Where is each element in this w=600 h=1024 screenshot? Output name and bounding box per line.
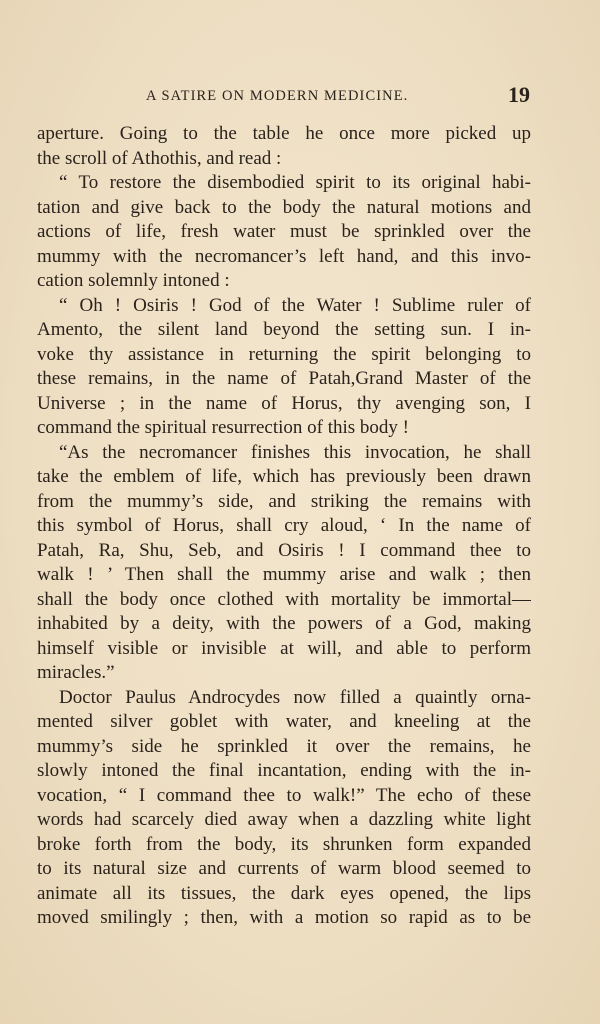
text-line: miracles.” [37, 662, 115, 683]
text-line: “ To restore the disembodied spirit to its original habi- [59, 172, 531, 193]
text-line: broke forth from the body, its shrunken form expanded [37, 833, 531, 855]
text-line: actions of life, fresh water must be sprinkled over the [37, 221, 531, 242]
text-line: shall the body once clothed with mortality be immortal— [37, 588, 531, 610]
text-line: cation solemnly intoned : [37, 270, 230, 291]
text-line: aperture. Going to the table he once more picked up [37, 123, 531, 144]
text-line: moved smilingly ; then, with a motion so rapid as to be [37, 907, 531, 928]
text-line: the scroll of Athothis, and read : [37, 147, 282, 169]
text-line: mented silver goblet with water, and kneeling at the [37, 711, 531, 732]
text-line: tation and give back to the body the natural motions and [37, 196, 531, 218]
text-line: from the mummy’s side, and striking the remains with [37, 490, 531, 512]
text-line: take the emblem of life, which has previously been drawn [37, 466, 531, 487]
text-line: mummy with the necromancer’s left hand, and this invo- [37, 245, 531, 267]
text-line: mummy’s side he sprinkled it over the remains, he [37, 735, 531, 757]
text-line: Patah, Ra, Shu, Seb, and Osiris ! I command thee to [37, 539, 531, 561]
page-number: 19 [508, 82, 530, 107]
text-line: vocation, “ I command thee to walk!” The echo of these [37, 784, 531, 806]
text-line: “ Oh ! Osiris ! God of the Water ! Sublime ruler of [59, 294, 531, 316]
text-line: animate all its tissues, the dark eyes opened, the lips [37, 882, 531, 904]
text-line: walk ! ’ Then shall the mummy arise and walk ; then [37, 564, 531, 585]
running-title: A SATIRE ON MODERN MEDICINE. [146, 88, 409, 104]
text-line: himself visible or invisible at will, and able to perform [37, 637, 531, 659]
text-line: slowly intoned the final incantation, ending with the in- [37, 760, 531, 781]
body-text [37, 122, 531, 931]
text-line: “As the necromancer finishes this invocation, he shall [59, 441, 531, 463]
text-line: Amento, the silent land beyond the setting sun. I in- [37, 319, 531, 340]
text-line: these remains, in the name of Patah,Grand Master of the [37, 368, 531, 389]
text-line: words had scarcely died away when a dazzling white light [37, 809, 531, 830]
text-line: this symbol of Horus, shall cry aloud, ‘ In the name of [37, 515, 531, 536]
text-line: command the spiritual resurrection of this body ! [37, 417, 409, 438]
text-line: to its natural size and currents of warm blood seemed to [37, 858, 531, 879]
text-line: inhabited by a deity, with the powers of a God, making [37, 613, 531, 634]
text-line: voke thy assistance in returning the spirit belonging to [37, 343, 531, 365]
text-line: Doctor Paulus Androcydes now filled a quaintly orna- [59, 686, 531, 708]
text-line: Universe ; in the name of Horus, thy avenging son, I [37, 392, 531, 414]
running-head [0, 84, 600, 110]
